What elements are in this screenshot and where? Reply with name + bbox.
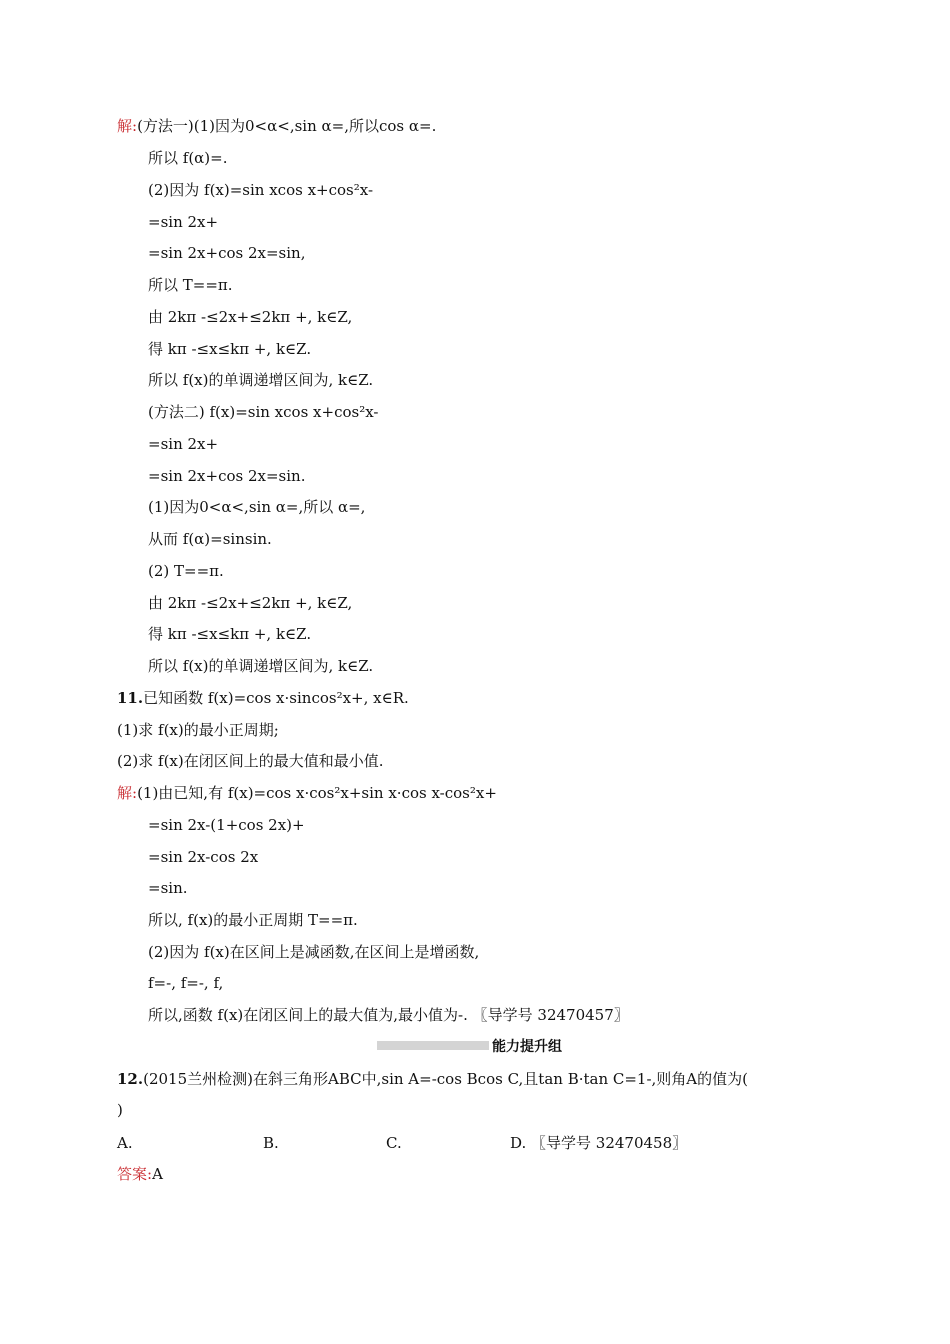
solution-line: 得 kπ -≤x≤kπ +, k∈Z. <box>148 340 312 358</box>
solution-line: 所以,函数 f(x)在闭区间上的最大值为,最小值为-. 〖导学号 32470457〗 <box>148 1006 629 1024</box>
solution-label: 解: <box>117 117 138 135</box>
section-divider-bar <box>377 1041 489 1050</box>
solution-line: (方法二) f(x)=sin xcos x+cos²x- <box>148 403 379 421</box>
question-line: ) <box>117 1101 123 1119</box>
solution-line: =sin 2x+cos 2x=sin. <box>148 467 306 485</box>
solution-line: (2) T==π. <box>148 562 224 580</box>
solution-line: 所以 T==π. <box>148 276 233 294</box>
solution-line: f=-, f=-, f, <box>148 974 224 992</box>
question-line: (1)求 f(x)的最小正周期; <box>117 721 279 739</box>
question-line: (2)求 f(x)在闭区间上的最大值和最小值. <box>117 752 384 770</box>
question-number: 12. <box>117 1070 144 1088</box>
answer-label: 答案: <box>117 1165 153 1183</box>
solution-line: 所以 f(α)=. <box>148 149 228 167</box>
solution-line <box>117 783 497 803</box>
solution-line <box>117 116 436 136</box>
answer-value: A <box>152 1165 163 1183</box>
question-text: 已知函数 f(x)=cos x·sincos²x+, x∈R. <box>143 689 409 707</box>
solution-line: 所以 f(x)的单调递增区间为, k∈Z. <box>148 371 374 389</box>
solution-line: =sin 2x+ <box>148 213 219 231</box>
solution-line: =sin. <box>148 879 188 897</box>
answer-line <box>117 1164 163 1184</box>
solution-line: (1)因为0<α<,sin α=,所以 α=, <box>148 498 366 516</box>
solution-line: 由 2kπ -≤2x+≤2kπ +, k∈Z, <box>148 594 353 612</box>
option-c: C. <box>386 1134 402 1152</box>
solution-line: =sin 2x+cos 2x=sin, <box>148 244 306 262</box>
option-d: D. 〖导学号 32470458〗 <box>510 1134 688 1152</box>
solution-line: (2)因为 f(x)=sin xcos x+cos²x- <box>148 181 374 199</box>
question-11 <box>117 688 409 708</box>
solution-line: =sin 2x+ <box>148 435 219 453</box>
solution-label: 解: <box>117 784 138 802</box>
solution-line: (2)因为 f(x)在区间上是减函数,在区间上是增函数, <box>148 943 480 961</box>
option-a: A. <box>117 1134 133 1152</box>
solution-line: 得 kπ -≤x≤kπ +, k∈Z. <box>148 625 312 643</box>
option-b: B. <box>263 1134 279 1152</box>
solution-line: 所以, f(x)的最小正周期 T==π. <box>148 911 358 929</box>
line-text: (1)由已知,有 f(x)=cos x·cos²x+sin x·cos x-cos²x+ <box>137 784 497 802</box>
line-text: (方法一)(1)因为0<α<,sin α=,所以cos α=. <box>137 117 437 135</box>
section-title: 能力提升组 <box>492 1039 562 1055</box>
question-number: 11. <box>117 689 144 707</box>
solution-line: 从而 f(α)=sinsin. <box>148 530 272 548</box>
solution-line: =sin 2x-(1+cos 2x)+ <box>148 816 305 834</box>
question-text: (2015兰州检测)在斜三角形ABC中,sin A=-cos Bcos C,且tan B·tan C=1-,则角A的值为( <box>143 1070 748 1088</box>
solution-line: =sin 2x-cos 2x <box>148 848 259 866</box>
solution-line: 所以 f(x)的单调递增区间为, k∈Z. <box>148 657 374 675</box>
solution-line: 由 2kπ -≤2x+≤2kπ +, k∈Z, <box>148 308 353 326</box>
question-12 <box>117 1069 748 1089</box>
